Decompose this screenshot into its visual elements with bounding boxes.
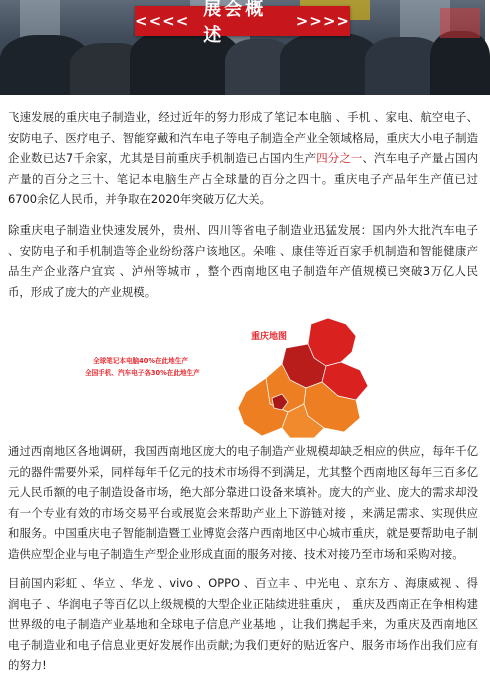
- section-banner: [135, 0, 350, 46]
- intro-paragraph: [8, 107, 478, 210]
- companies-paragraph: 目前国内彩虹 、华立 、华龙 、vivo 、OPPO 、百立丰 、中光电 、京东方 、海康威视 、得润电子 、华润电子等百亿以上级规模的大型企业正陆续进驻重庆 ， 重庆及西南正在争相构建世界级的电子制造产业基地和全球电子信息产业基地 ，让我们携起手来，为重庆及西南地区电子制造业和电子信息业更好发展作出贡献;为我们更好的贴近客户、服务市场作出我们应有的努力!: [8, 576, 478, 672]
- chongqing-map: [76, 318, 376, 438]
- map-note-phones: 全国手机、汽车电子各30%在此地生产: [85, 369, 200, 377]
- map-note-notebook: 全球笔记本电脑40%在此地生产: [93, 357, 188, 365]
- regional-paragraph: 除重庆电子制造业快速发展外，贵州、四川等省电子制造业迅猛发展：国内外大批汽车电子 、安防电子和手机制造等企业纷纷落户该地区。朵唯 、康佳等近百家手机制造和智能健康产品生产企业落户宜宾 、泸州等城市 ，整个西南地区电子制造年产值规模已突破3万亿人民币，形成了庞大的产业规模。: [8, 223, 478, 299]
- paragraph-text: 、汽车电子产量占国内产量的百分之三十、笔记本电脑生产占全球量的百分之四十。重庆电子产品年生产值已过6700余亿人民币，并争取在2020年突破万亿大关。: [8, 151, 478, 206]
- analysis-paragraph: 通过西南地区各地调研，我国西南地区庞大的电子制造产业规模却缺乏相应的供应，每年千亿元的器件需要外采，同样每年千亿元的技术市场得不到满足，尤其整个西南地区每年三百多亿元人民币额的电子制造设备市场，绝大部分靠进口设备来填补。庞大的产业、庞大的需求却没有一个专业有效的市场交易平台或展览会来帮助产业上下游链对接 ，来满足需求、实现供应和服务。中国重庆电子智能制造暨工业博览会落户西南地区中心城市重庆，就是要帮助电子制造供应型企业与电子制造生产型企业形成直面的服务对接、技术对接乃至市场和采购对接。: [8, 444, 478, 561]
- banner-left-deco: <<<<: [135, 12, 190, 30]
- paragraph-text: 飞速发展的重庆电子制造业，经过近年的努力形成了笔记本电脑 、手机 、家电、航空电子、安防电子、医疗电子、智能穿戴和汽车电子等电子制造全产业全领域格局，重庆大小电子制造企业数已达7千余家，尤其是目前重庆手机制造已占国内生产: [8, 110, 478, 165]
- map-graphic: [76, 318, 376, 438]
- map-title: 重庆地图: [251, 332, 288, 342]
- banner-right-deco: >>>>: [295, 12, 350, 30]
- banner-title: 展会概述: [203, 0, 267, 46]
- highlight-text: 四分之一: [316, 151, 363, 165]
